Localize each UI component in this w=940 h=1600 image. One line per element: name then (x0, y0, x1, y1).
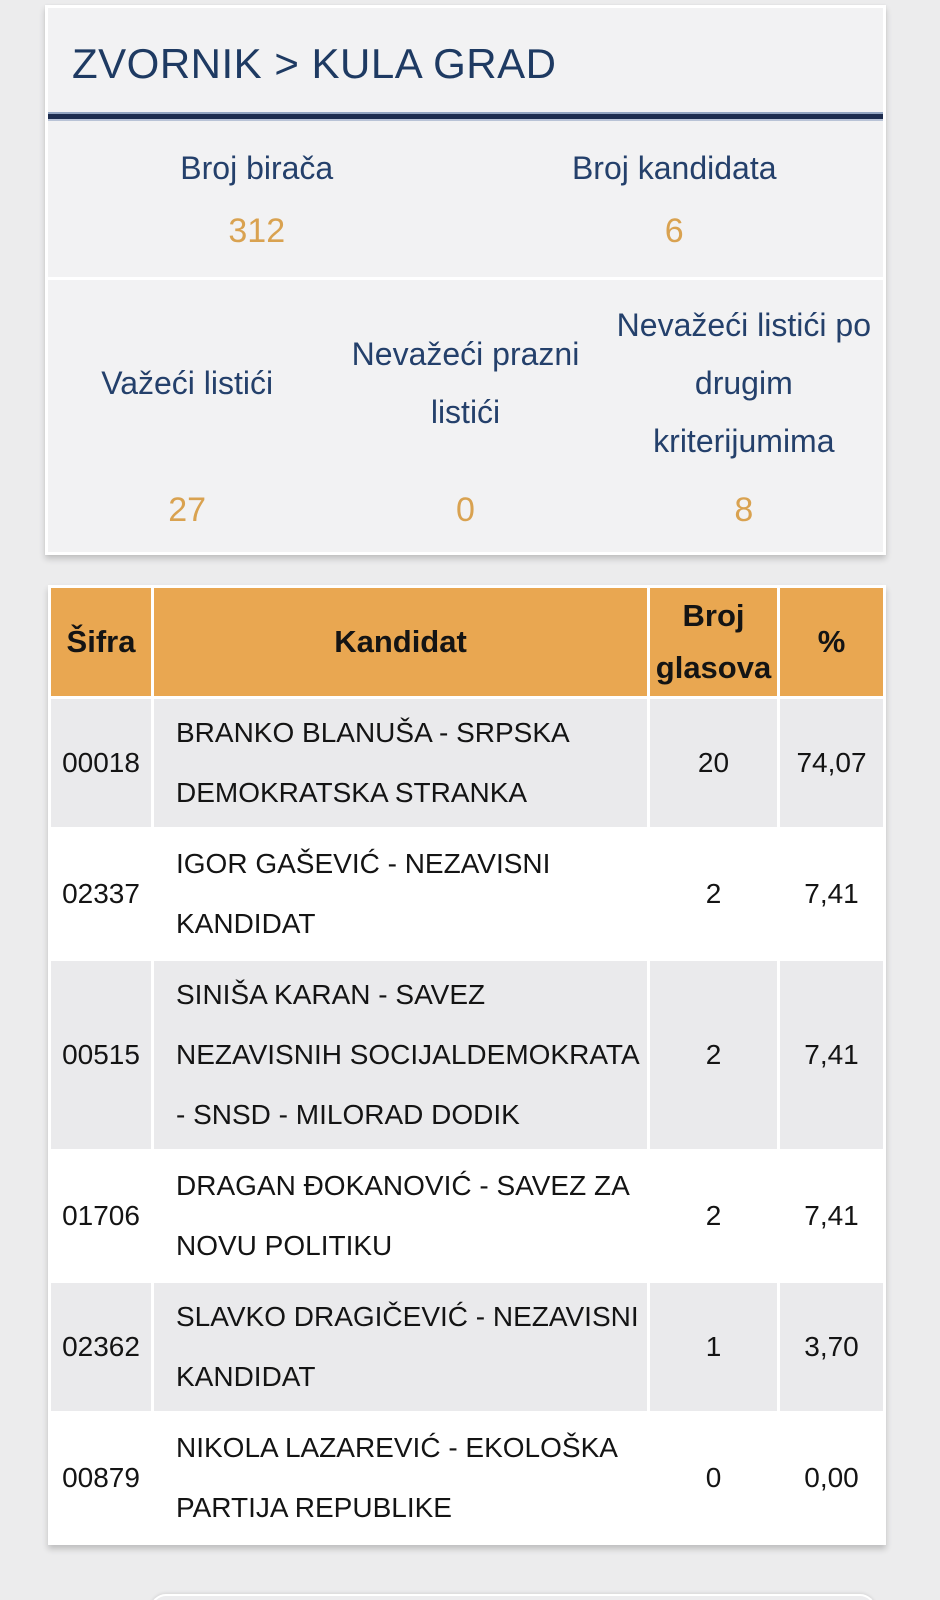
title-divider-bar (48, 112, 883, 121)
column-header-kandidat: Kandidat (153, 587, 649, 698)
stat-label: Broj birača (180, 150, 334, 186)
table-row (50, 1413, 885, 1544)
candidate-code: 00879 (50, 1413, 153, 1544)
candidate-code: 00018 (50, 698, 153, 829)
table-row (50, 960, 885, 1151)
summary-card (45, 5, 886, 555)
summary-row-ballots (48, 280, 883, 552)
candidate-votes: 20 (649, 698, 779, 829)
candidate-votes: 2 (649, 960, 779, 1151)
candidate-name: SLAVKO DRAGIČEVIĆ - NEZAVISNI KANDIDAT (153, 1282, 649, 1413)
stat-value: 27 (168, 491, 207, 529)
stat-label: Broj kandidata (571, 150, 777, 186)
stat-broj-biraca (48, 139, 466, 251)
candidate-percent: 74,07 (779, 698, 885, 829)
table-header-row (50, 587, 885, 698)
table-row (50, 829, 885, 960)
stat-value: 0 (456, 491, 475, 529)
stat-vazeci-listici (48, 296, 326, 530)
breadcrumb[interactable]: ZVORNIK > KULA GRAD (72, 40, 557, 87)
table-row (50, 1282, 885, 1413)
candidate-code: 02362 (50, 1282, 153, 1413)
candidate-votes: 2 (649, 1151, 779, 1282)
candidate-name: NIKOLA LAZAREVIĆ - EKOLOŠKA PARTIJA REPUBLIKE (153, 1413, 649, 1544)
candidate-votes: 0 (649, 1413, 779, 1544)
candidate-name: SINIŠA KARAN - SAVEZ NEZAVISNIH SOCIJALDEMOKRATA - SNSD - MILORAD DODIK (153, 960, 649, 1151)
candidate-name: BRANKO BLANUŠA - SRPSKA DEMOKRATSKA STRANKA (153, 698, 649, 829)
column-header-percent: % (779, 587, 885, 698)
column-header-sifra: Šifra (50, 587, 153, 698)
candidate-percent: 7,41 (779, 960, 885, 1151)
stat-label: Važeći listići (101, 365, 274, 401)
candidate-code: 00515 (50, 960, 153, 1151)
candidate-code: 01706 (50, 1151, 153, 1282)
table-row (50, 698, 885, 829)
stat-nevazeci-po-drugim (605, 296, 883, 530)
candidate-percent: 7,41 (779, 1151, 885, 1282)
candidate-percent: 0,00 (779, 1413, 885, 1544)
stat-value: 6 (664, 212, 684, 250)
candidate-percent: 3,70 (779, 1282, 885, 1413)
candidate-votes: 1 (649, 1282, 779, 1413)
candidate-percent: 7,41 (779, 829, 885, 960)
stat-value: 8 (734, 491, 754, 529)
bottom-sheet-edge (150, 1594, 876, 1600)
candidate-code: 02337 (50, 829, 153, 960)
summary-row-voters (48, 121, 883, 280)
column-header-broj-glasova: Broj glasova (649, 587, 779, 698)
candidate-name: DRAGAN ĐOKANOVIĆ - SAVEZ ZA NOVU POLITIKU (153, 1151, 649, 1282)
stat-broj-kandidata (466, 139, 884, 251)
stat-label: Nevažeći prazni listići (351, 336, 580, 430)
stat-value: 312 (228, 212, 286, 250)
stat-label: Nevažeći listići po drugim kriterijumima (616, 307, 871, 459)
candidate-votes: 2 (649, 829, 779, 960)
candidate-name: IGOR GAŠEVIĆ - NEZAVISNI KANDIDAT (153, 829, 649, 960)
stat-nevazeci-prazni-listici (326, 296, 604, 530)
table-row (50, 1151, 885, 1282)
results-table (48, 585, 886, 1545)
